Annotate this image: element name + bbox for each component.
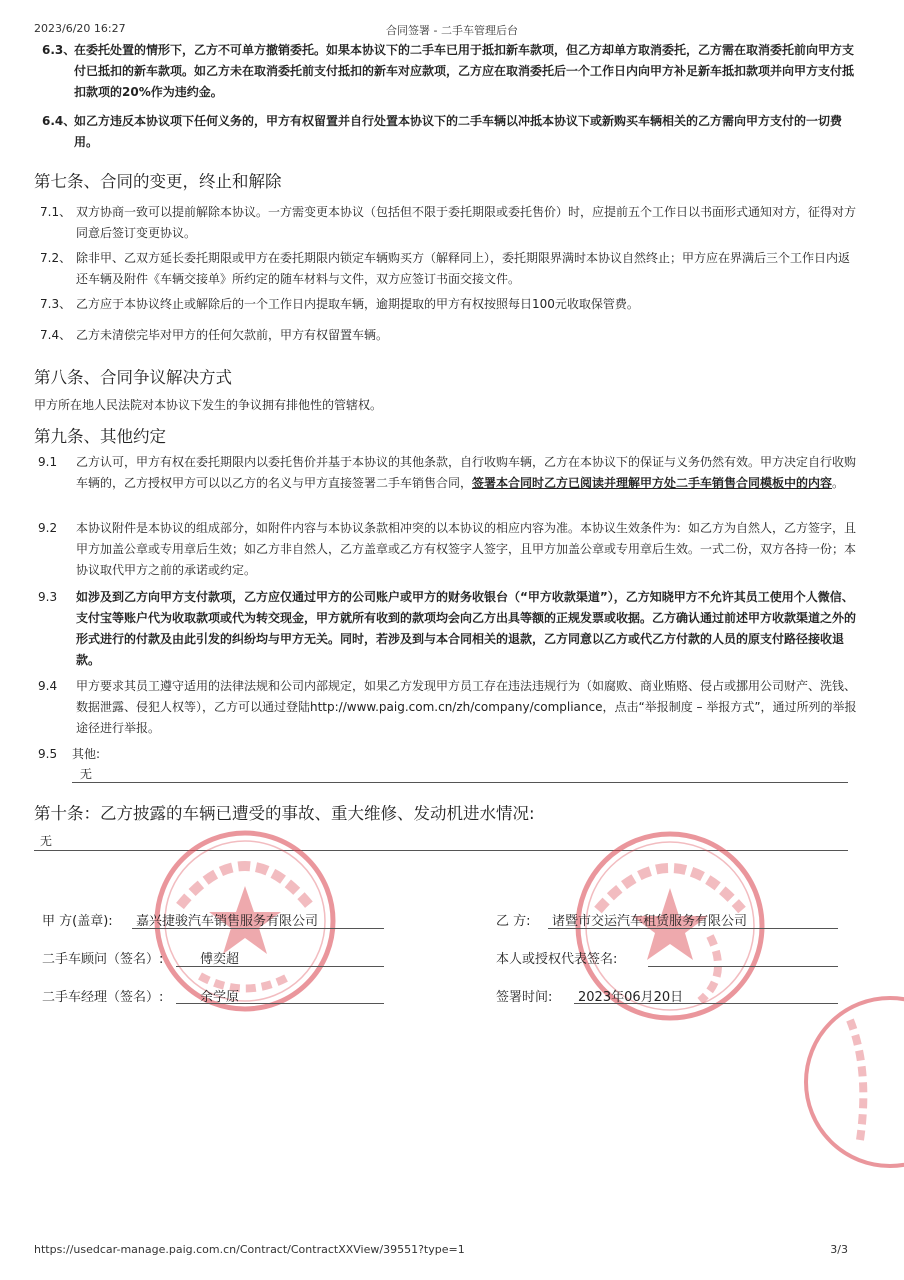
page-title: 合同签署 - 二手车管理后台 bbox=[386, 24, 518, 37]
other-value: 无 bbox=[80, 767, 93, 781]
clause-text: 甲方要求其员工遵守适用的法律法规和公司内部规定，如果乙方发现甲方员工存在违法违规行为（如腐败、商业贿赂、侵占或挪用公司财产、洗钱、数据泄露、侵犯人权等），乙方可以通过登陆http://www.paig.com.cn/zh/company/compliance，点击“举报制度 – 举报方式”，通过所列的举报途径进行举报。 bbox=[76, 679, 857, 735]
manager-signature: 余学原 bbox=[200, 990, 240, 1005]
clause-9-4 bbox=[38, 676, 858, 739]
sign-date-line bbox=[574, 1003, 838, 1004]
article-7-heading: 第七条、合同的变更，终止和解除 bbox=[34, 172, 282, 191]
clause-number: 7.2、 bbox=[40, 251, 72, 265]
other-underline bbox=[72, 782, 848, 783]
clause-text: 本协议附件是本协议的组成部分，如附件内容与本协议条款相冲突的以本协议的相应内容为准。本协议生效条件为：如乙方为自然人，乙方签字，且甲方加盖公章或专用章后生效；如乙方非自然人，乙方盖章或乙方有权签字人签字，且甲方加盖公章或专用章后生效。一式二份，双方各持一份；本协议取代甲方之前的承诺或约定。 bbox=[76, 521, 857, 577]
party-a-line bbox=[132, 928, 384, 929]
clause-7-2 bbox=[40, 248, 858, 290]
clause-9-3 bbox=[38, 587, 858, 671]
clause-text-end: 。 bbox=[832, 476, 845, 490]
clause-text: 乙方认可，甲方有权在委托期限内以委托售价并基于本协议的其他条款，自行收购车辆，乙方在本协议下的保证与义务仍然有效。甲方决定自行收购车辆的，乙方授权甲方可以以乙方的名义与甲方直接签署二手车销售合同， bbox=[76, 455, 857, 490]
manager-label: 二手车经理（签名）: bbox=[42, 990, 164, 1005]
clause-label: 其他: bbox=[72, 747, 101, 761]
article-10-heading: 第十条：乙方披露的车辆已遭受的事故、重大维修、发动机进水情况: bbox=[34, 804, 535, 823]
clause-text: 双方协商一致可以提前解除本协议。一方需变更本协议（包括但不限于委托期限或委托售价）时，应提前五个工作日以书面形式通知对方，征得对方同意后签订变更协议。 bbox=[76, 205, 857, 240]
clause-7-3 bbox=[40, 294, 858, 315]
advisor-line bbox=[176, 966, 384, 967]
party-b-line bbox=[548, 928, 838, 929]
clause-text: 乙方应于本协议终止或解除后的一个工作日内提取车辆，逾期提取的甲方有权按照每日100元收取保管费。 bbox=[76, 297, 639, 311]
clause-9-5 bbox=[38, 744, 856, 765]
article-8-heading: 第八条、合同争议解决方式 bbox=[34, 368, 232, 387]
print-datetime: 2023/6/20 16:27 bbox=[34, 22, 126, 35]
clause-number: 6.3、 bbox=[42, 43, 76, 57]
clause-number: 7.3、 bbox=[40, 297, 72, 311]
clause-text: 如乙方违反本协议项下任何义务的，甲方有权留置并自行处置本协议下的二手车辆以冲抵本协议下或新购买车辆相关的乙方需向甲方支付的一切费用。 bbox=[74, 114, 843, 149]
clause-number: 6.4、 bbox=[42, 114, 76, 128]
disclosure-underline bbox=[34, 850, 848, 851]
clause-9-2 bbox=[38, 518, 858, 581]
clause-number: 9.1 bbox=[38, 455, 58, 469]
article-8-text: 甲方所在地人民法院对本协议下发生的争议拥有排他性的管辖权。 bbox=[34, 398, 383, 412]
party-b-name: 诸暨市交运汽车租赁服务有限公司 bbox=[552, 914, 748, 929]
party-b-label: 乙 方: bbox=[496, 914, 531, 929]
representative-line bbox=[648, 966, 838, 967]
advisor-signature: 傅奕超 bbox=[200, 952, 240, 967]
clause-number: 7.1、 bbox=[40, 205, 72, 219]
representative-label: 本人或授权代表签名: bbox=[496, 952, 618, 967]
advisor-label: 二手车顾问（签名）: bbox=[42, 952, 164, 967]
party-a-label: 甲 方(盖章): bbox=[42, 914, 113, 929]
article-9-heading: 第九条、其他约定 bbox=[34, 427, 166, 446]
clause-underlined-text: 签署本合同时乙方已阅读并理解甲方处二手车销售合同模板中的内容 bbox=[472, 476, 833, 490]
clause-text: 乙方未清偿完毕对甲方的任何欠款前，甲方有权留置车辆。 bbox=[76, 328, 389, 342]
clause-6-4 bbox=[42, 111, 854, 153]
clause-text: 在委托处置的情形下，乙方不可单方撤销委托。如果本协议下的二手车已用于抵扣新车款项，但乙方却单方取消委托，乙方需在取消委托前向甲方支付已抵扣的新车款项。如乙方未在取消委托前支付抵扣的新车对应款项，乙方应在取消委托后一个工作日内向甲方补足新车抵扣款项并向甲方支付抵扣款项的20%作为违约金。 bbox=[74, 43, 855, 99]
clause-number: 7.4、 bbox=[40, 328, 72, 342]
clause-text: 除非甲、乙双方延长委托期限或甲方在委托期限内锁定车辆购买方（解释同上），委托期限界满时本协议自然终止；甲方应在界满后三个工作日内返还车辆及附件《车辆交接单》所约定的随车材料与文件，双方应签订书面交接文件。 bbox=[76, 251, 851, 286]
manager-line bbox=[176, 1003, 384, 1004]
page-url: https://usedcar-manage.paig.com.cn/Contract/ContractXXView/39551?type=1 bbox=[34, 1243, 465, 1256]
clause-number: 9.5 bbox=[38, 747, 58, 761]
clause-number: 9.2 bbox=[38, 521, 58, 535]
clause-7-1 bbox=[40, 202, 858, 244]
clause-number: 9.4 bbox=[38, 679, 58, 693]
clause-number: 9.3 bbox=[38, 590, 58, 604]
disclosure-value: 无 bbox=[40, 834, 53, 848]
page-number: 3/3 bbox=[830, 1243, 848, 1256]
sign-date-label: 签署时间: bbox=[496, 990, 553, 1005]
clause-text: 如涉及到乙方向甲方支付款项，乙方应仅通过甲方的公司账户或甲方的财务收银台（“甲方收款渠道”），乙方知晓甲方不允许其员工使用个人微信、支付宝等账户代为收取款项或代为转交现金，甲方就所有收到的款项均会向乙方出具等额的正规发票或收据。乙方确认通过前述甲方收款渠道之外的形式进行的付款及由此引发的纠纷均与甲方无关。同时，若涉及到与本合同相关的退款，乙方同意以乙方或代乙方付款的人员的原支付路径接收退款。 bbox=[76, 590, 857, 667]
clause-6-3 bbox=[42, 40, 854, 103]
clause-9-1 bbox=[38, 452, 858, 494]
sign-date: 2023年06月20日 bbox=[578, 990, 684, 1005]
party-a-name: 嘉兴捷骏汽车销售服务有限公司 bbox=[136, 914, 319, 929]
clause-7-4 bbox=[40, 325, 858, 346]
partial-seal bbox=[780, 990, 904, 1180]
